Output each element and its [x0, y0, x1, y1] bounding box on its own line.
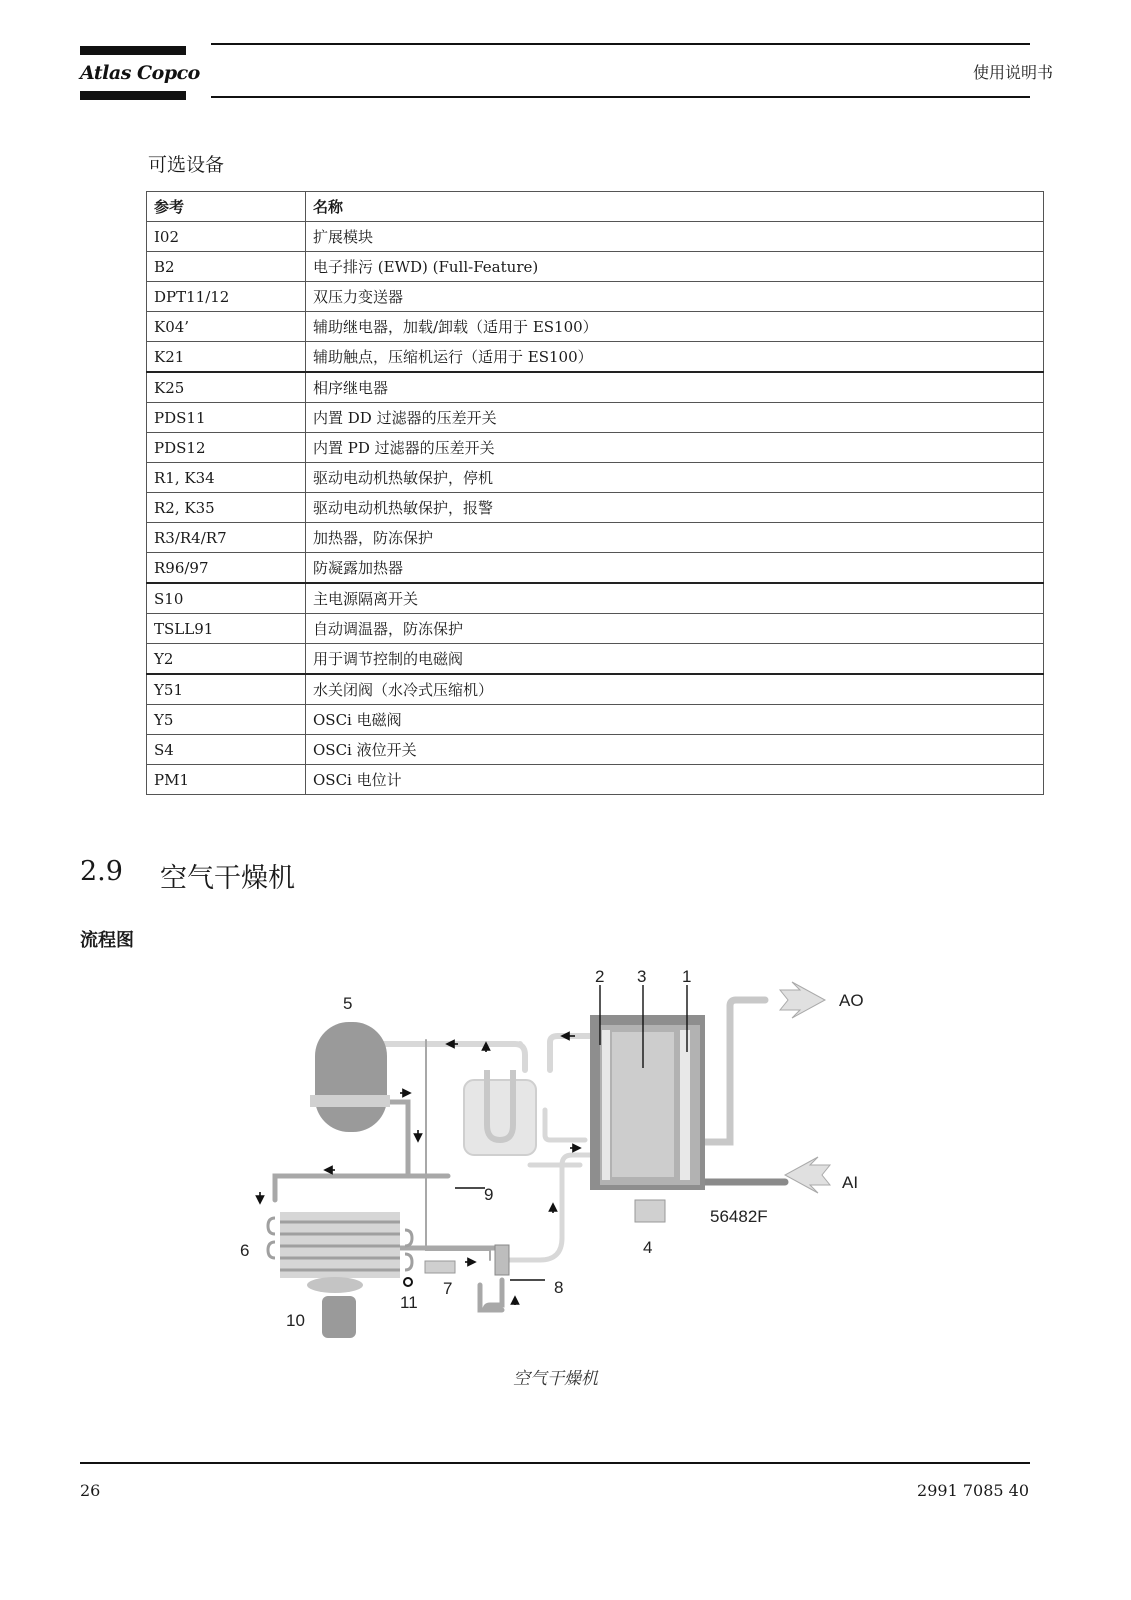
table-row [147, 583, 1044, 614]
name-cell: OSCi 电磁阀 [306, 705, 1044, 735]
drain-4 [635, 1200, 665, 1222]
reference-cell: Y5 [147, 705, 306, 735]
name-cell: OSCi 液位开关 [306, 735, 1044, 765]
section-number: 2.9 [80, 856, 123, 887]
label-4: 4 [643, 1238, 653, 1257]
name-cell: 自动调温器，防冻保护 [306, 614, 1044, 644]
air-dryer-flow-diagram [240, 960, 900, 1360]
dryer-unit-box [590, 1015, 705, 1190]
logo-bar-bottom [80, 91, 186, 100]
label-ai: AI [842, 1173, 859, 1192]
reference-cell: R2, K35 [147, 493, 306, 523]
table-row [147, 493, 1044, 523]
table-row [147, 282, 1044, 312]
label-7: 7 [443, 1279, 453, 1298]
reference-cell: PM1 [147, 765, 306, 795]
name-cell: OSCi 电位计 [306, 765, 1044, 795]
table-row [147, 735, 1044, 765]
reference-cell: K21 [147, 342, 306, 373]
atlas-copco-logo [80, 46, 200, 100]
table-row [147, 372, 1044, 403]
document-number: 2991 7085 40 [917, 1481, 1029, 1500]
reference-cell: I02 [147, 222, 306, 252]
air-inlet-arrow [785, 1157, 830, 1193]
table-row [147, 222, 1044, 252]
document-title: 使用说明书 [972, 63, 1053, 82]
liquid-separator-5 [310, 1022, 390, 1132]
reference-cell: R1, K34 [147, 463, 306, 493]
logo-bar-top [80, 46, 186, 55]
label-2: 2 [595, 967, 605, 986]
header-rule-bottom [211, 96, 1030, 98]
label-8: 8 [554, 1278, 564, 1297]
gauge-11 [404, 1278, 412, 1286]
fan-motor-10 [307, 1277, 363, 1338]
name-cell: 双压力变送器 [306, 282, 1044, 312]
filter-7 [425, 1261, 455, 1273]
reference-cell: R96/97 [147, 553, 306, 584]
reference-cell: K25 [147, 372, 306, 403]
header-rule-top [211, 43, 1030, 45]
table-row [147, 705, 1044, 735]
reference-cell: PDS11 [147, 403, 306, 433]
reference-cell: TSLL91 [147, 614, 306, 644]
name-cell: 主电源隔离开关 [306, 583, 1044, 614]
flow-diagram-heading: 流程图 [80, 930, 134, 951]
name-cell: 防凝露加热器 [306, 553, 1044, 584]
label-11: 11 [400, 1293, 418, 1312]
name-cell: 内置 DD 过滤器的压差开关 [306, 403, 1044, 433]
table-row [147, 614, 1044, 644]
name-cell: 内置 PD 过滤器的压差开关 [306, 433, 1044, 463]
table-row [147, 403, 1044, 433]
reference-cell: PDS12 [147, 433, 306, 463]
table-row [147, 463, 1044, 493]
label-10: 10 [286, 1311, 305, 1330]
table-caption: 可选设备 [148, 154, 225, 176]
name-cell: 辅助触点，压缩机运行（适用于 ES100） [306, 342, 1044, 373]
table-row [147, 312, 1044, 342]
name-cell: 水关闭阀（水冷式压缩机） [306, 674, 1044, 705]
table-body [147, 222, 1044, 795]
name-cell: 相序继电器 [306, 372, 1044, 403]
label-1: 1 [682, 967, 692, 986]
air-to-air-heat-exchanger [464, 1070, 536, 1155]
name-cell: 驱动电动机热敏保护，报警 [306, 493, 1044, 523]
column-header-name: 名称 [306, 192, 1044, 222]
table-row [147, 252, 1044, 282]
table-row [147, 644, 1044, 675]
condenser-6 [268, 1212, 412, 1278]
reference-cell: B2 [147, 252, 306, 282]
footer-rule [80, 1462, 1030, 1464]
name-cell: 驱动电动机热敏保护，停机 [306, 463, 1044, 493]
name-cell: 加热器，防冻保护 [306, 523, 1044, 553]
table-row [147, 433, 1044, 463]
reference-cell: Y2 [147, 644, 306, 675]
table-header-row [147, 192, 1044, 222]
label-9: 9 [484, 1185, 494, 1204]
name-cell: 辅助继电器，加载/卸载（适用于 ES100） [306, 312, 1044, 342]
table-row [147, 342, 1044, 373]
reference-cell: Y51 [147, 674, 306, 705]
name-cell: 电子排污 (EWD) (Full-Feature) [306, 252, 1044, 282]
reference-cell: DPT11/12 [147, 282, 306, 312]
air-outlet-arrow [780, 982, 825, 1018]
expansion-valve-8 [495, 1245, 509, 1275]
page-number: 26 [80, 1481, 101, 1500]
logo-wordmark: Atlas Copco [80, 62, 200, 84]
table-row [147, 674, 1044, 705]
label-3: 3 [637, 967, 647, 986]
reference-cell: S4 [147, 735, 306, 765]
table-row [147, 553, 1044, 584]
label-ao: AO [839, 991, 864, 1010]
reference-cell: R3/R4/R7 [147, 523, 306, 553]
label-diagram-code: 56482F [710, 1207, 768, 1226]
reference-cell: S10 [147, 583, 306, 614]
reference-cell: K04’ [147, 312, 306, 342]
section-title: 空气干燥机 [160, 863, 295, 894]
column-header-reference: 参考 [147, 192, 306, 222]
name-cell: 扩展模块 [306, 222, 1044, 252]
figure-caption: 空气干燥机 [513, 1369, 598, 1389]
label-5: 5 [343, 994, 353, 1013]
table-row [147, 523, 1044, 553]
table-row [147, 765, 1044, 795]
name-cell: 用于调节控制的电磁阀 [306, 644, 1044, 675]
optional-equipment-table [146, 191, 1044, 795]
label-6: 6 [240, 1241, 250, 1260]
